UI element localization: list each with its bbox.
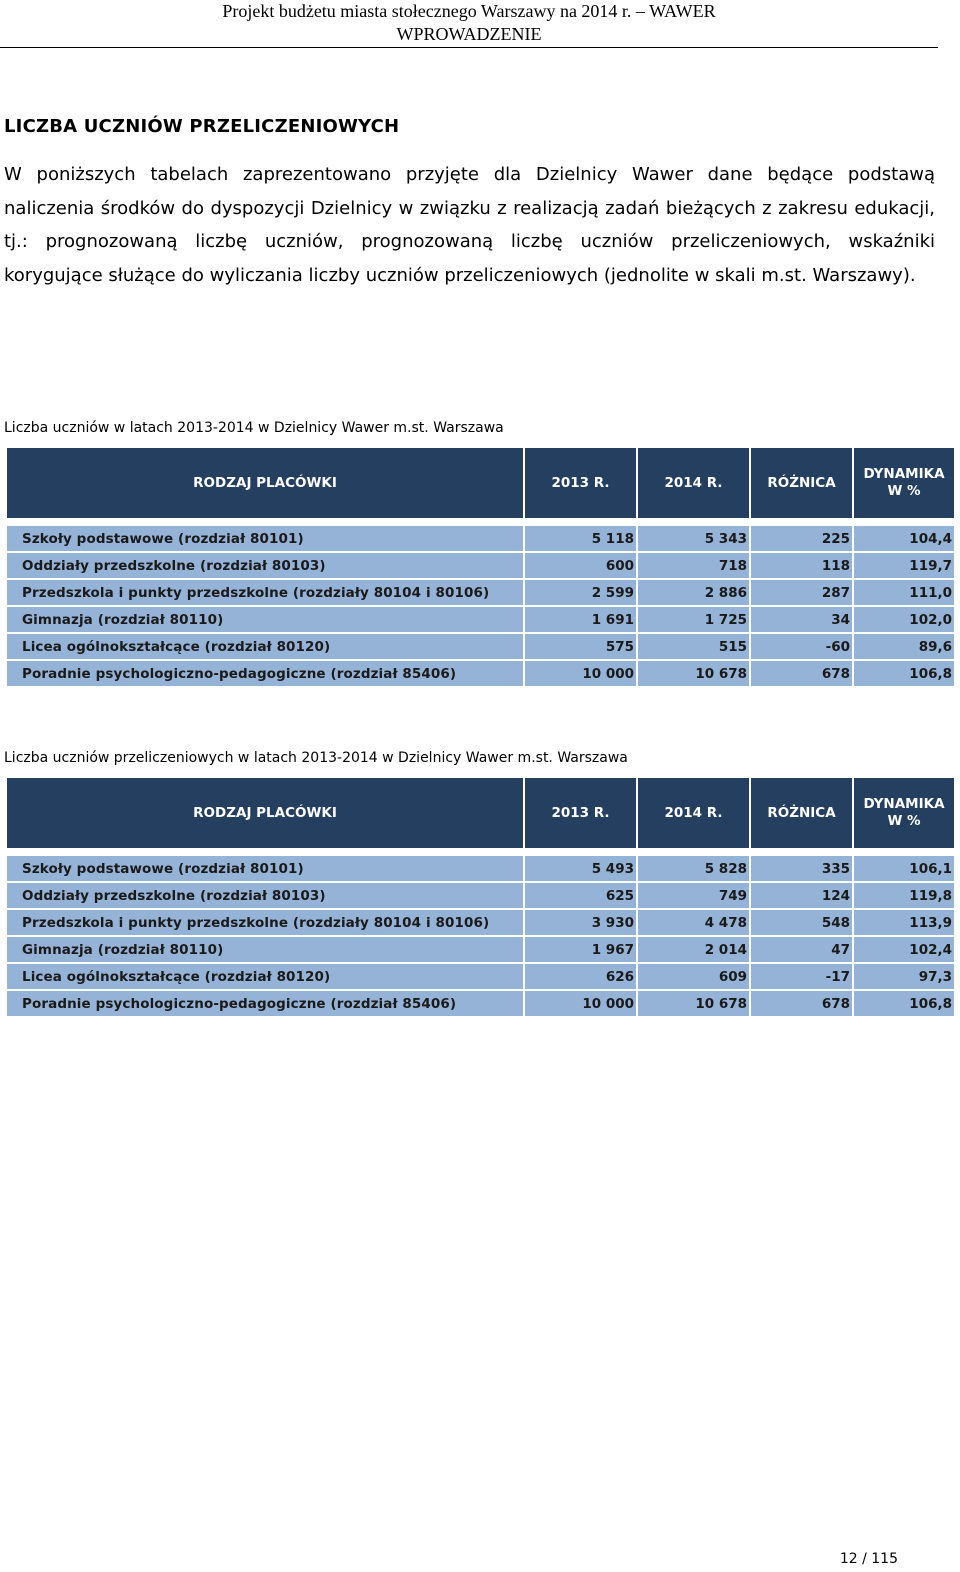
table-row	[6, 579, 955, 606]
cell-difference: 47	[750, 936, 853, 963]
cell-dynamics: 102,0	[853, 606, 955, 633]
cell-dynamics: 119,7	[853, 552, 955, 579]
cell-2014: 5 343	[637, 525, 750, 552]
table-row	[6, 660, 955, 687]
column-header-dynamics	[853, 777, 955, 849]
cell-2013: 1 967	[524, 936, 637, 963]
cell-2013: 625	[524, 882, 637, 909]
cell-difference: 34	[750, 606, 853, 633]
cell-type: Gimnazja (rozdział 80110)	[6, 606, 524, 633]
cell-dynamics: 119,8	[853, 882, 955, 909]
cell-2013: 5 493	[524, 855, 637, 882]
table-row	[6, 990, 955, 1017]
cell-type: Oddziały przedszkolne (rozdział 80103)	[6, 882, 524, 909]
cell-type: Gimnazja (rozdział 80110)	[6, 936, 524, 963]
table-row	[6, 606, 955, 633]
cell-type: Licea ogólnokształcące (rozdział 80120)	[6, 633, 524, 660]
cell-dynamics: 113,9	[853, 909, 955, 936]
dynamics-label: DYNAMIKA	[863, 466, 945, 482]
cell-2014: 2 014	[637, 936, 750, 963]
table2-caption: Liczba uczniów przeliczeniowych w latach 2013-2014 w Dzielnicy Wawer m.st. Warszawa	[4, 750, 628, 766]
column-header-2013: 2013 R.	[524, 777, 637, 849]
cell-type: Przedszkola i punkty przedszkolne (rozdziały 80104 i 80106)	[6, 579, 524, 606]
table-row	[6, 552, 955, 579]
column-header-difference: RÓŻNICA	[750, 447, 853, 519]
column-header-dynamics	[853, 447, 955, 519]
cell-type: Licea ogólnokształcące (rozdział 80120)	[6, 963, 524, 990]
cell-type: Poradnie psychologiczno-pedagogiczne (rozdział 85406)	[6, 990, 524, 1017]
cell-difference: 124	[750, 882, 853, 909]
cell-difference: 678	[750, 990, 853, 1017]
cell-dynamics: 111,0	[853, 579, 955, 606]
cell-dynamics: 106,1	[853, 855, 955, 882]
cell-difference: 225	[750, 525, 853, 552]
cell-difference: 287	[750, 579, 853, 606]
table-row	[6, 963, 955, 990]
cell-2014: 1 725	[637, 606, 750, 633]
cell-2013: 575	[524, 633, 637, 660]
column-header-2013: 2013 R.	[524, 447, 637, 519]
cell-dynamics: 102,4	[853, 936, 955, 963]
cell-dynamics: 104,4	[853, 525, 955, 552]
cell-2014: 2 886	[637, 579, 750, 606]
table-students	[5, 446, 956, 688]
cell-difference: -17	[750, 963, 853, 990]
cell-type: Poradnie psychologiczno-pedagogiczne (rozdział 85406)	[6, 660, 524, 687]
cell-difference: 678	[750, 660, 853, 687]
cell-dynamics: 106,8	[853, 660, 955, 687]
cell-2014: 10 678	[637, 660, 750, 687]
column-header-type: RODZAJ PLACÓWKI	[6, 777, 524, 849]
intro-paragraph: W poniższych tabelach zaprezentowano przyjęte dla Dzielnicy Wawer dane będące podstawą naliczenia środków do dyspozycji Dzielnicy w związku z realizacją zadań bieżących z zakresu edukacji, tj.: prognozowaną liczbę uczniów, prognozowaną liczbę uczniów przeliczeniowych, wskaźniki korygujące służące do wyliczania liczby uczniów przeliczeniowych (jednolite w skali m.st. Warszawy).	[4, 164, 935, 286]
section-title: LICZBA UCZNIÓW PRZELICZENIOWYCH	[4, 116, 400, 137]
table1-caption: Liczba uczniów w latach 2013-2014 w Dzielnicy Wawer m.st. Warszawa	[4, 420, 504, 436]
cell-2014: 10 678	[637, 990, 750, 1017]
table-row	[6, 936, 955, 963]
table-row	[6, 633, 955, 660]
table-row	[6, 882, 955, 909]
cell-dynamics: 89,6	[853, 633, 955, 660]
table-header-row	[6, 777, 955, 849]
cell-2013: 626	[524, 963, 637, 990]
table-row	[6, 909, 955, 936]
cell-2013: 600	[524, 552, 637, 579]
cell-2014: 749	[637, 882, 750, 909]
cell-2014: 609	[637, 963, 750, 990]
cell-2013: 10 000	[524, 990, 637, 1017]
cell-2014: 515	[637, 633, 750, 660]
cell-difference: 118	[750, 552, 853, 579]
column-header-type: RODZAJ PLACÓWKI	[6, 447, 524, 519]
cell-type: Szkoły podstawowe (rozdział 80101)	[6, 855, 524, 882]
header-title: Projekt budżetu miasta stołecznego Warszawy na 2014 r. – WAWER	[222, 1, 716, 21]
page-header	[0, 0, 938, 48]
column-header-2014: 2014 R.	[637, 777, 750, 849]
column-header-2014: 2014 R.	[637, 447, 750, 519]
cell-2013: 3 930	[524, 909, 637, 936]
cell-type: Oddziały przedszkolne (rozdział 80103)	[6, 552, 524, 579]
cell-2013: 1 691	[524, 606, 637, 633]
cell-2013: 2 599	[524, 579, 637, 606]
cell-dynamics: 106,8	[853, 990, 955, 1017]
cell-type: Przedszkola i punkty przedszkolne (rozdziały 80104 i 80106)	[6, 909, 524, 936]
table-row	[6, 855, 955, 882]
header-subtitle: WPROWADZENIE	[396, 24, 542, 44]
cell-2013: 10 000	[524, 660, 637, 687]
cell-2014: 4 478	[637, 909, 750, 936]
table-students-converted	[5, 776, 956, 1018]
table-row	[6, 525, 955, 552]
dynamics-label: DYNAMIKA	[863, 796, 945, 812]
cell-difference: 548	[750, 909, 853, 936]
page-number: 12 / 115	[839, 1551, 898, 1567]
cell-difference: 335	[750, 855, 853, 882]
cell-2014: 5 828	[637, 855, 750, 882]
cell-type: Szkoły podstawowe (rozdział 80101)	[6, 525, 524, 552]
cell-2014: 718	[637, 552, 750, 579]
dynamics-unit: W %	[887, 813, 921, 829]
column-header-difference: RÓŻNICA	[750, 777, 853, 849]
cell-difference: -60	[750, 633, 853, 660]
dynamics-unit: W %	[887, 483, 921, 499]
cell-2013: 5 118	[524, 525, 637, 552]
cell-dynamics: 97,3	[853, 963, 955, 990]
table-header-row	[6, 447, 955, 519]
